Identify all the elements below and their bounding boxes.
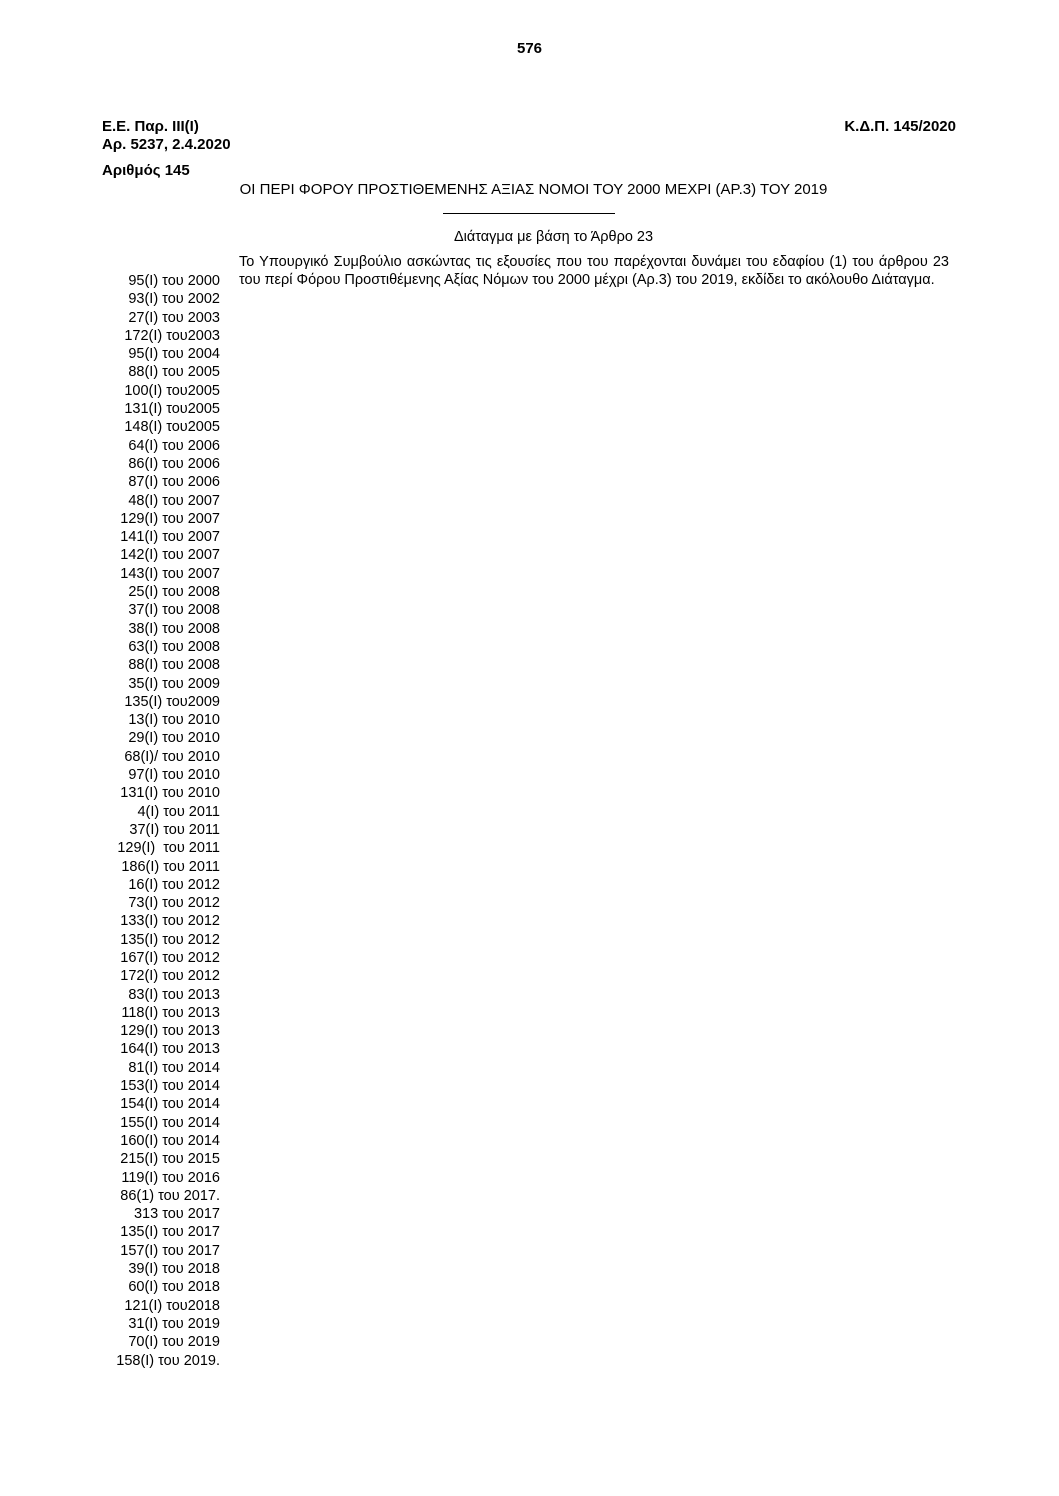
title-divider [443,213,615,214]
law-references-margin [60,272,220,1370]
law-reference: 172(Ι) του 2012 [120,968,220,985]
law-reference: 164(Ι) του 2013 [120,1041,220,1058]
decree-preamble: Το Υπουργικό Συμβούλιο ασκώντας τις εξουσίες που του παρέχονται δυνάμει του εδαφίου (1) του άρθρου 23 του περί Φόρου Προστιθέμενης Αξίας Νόμων του 2000 μέχρι (Αρ.3) του 2019, εκδίδει το ακόλουθο Διάταγμα. [239,254,949,289]
law-reference: 38(Ι) του 2008 [128,620,220,637]
law-reference: 70(Ι) του 2019 [128,1334,220,1351]
law-reference: 88(Ι) του 2008 [128,657,220,674]
law-reference: 118(Ι) του 2013 [121,1004,220,1021]
law-title: ΟΙ ΠΕΡΙ ΦΟΡΟΥ ΠΡΟΣΤΙΘΕΜΕΝΗΣ ΑΞΙΑΣ ΝΟΜΟΙ ΤΟΥ 2000 ΜΕΧΡΙ (ΑΡ.3) ΤΟΥ 2019 [239,181,828,198]
law-reference: 133(Ι) του 2012 [120,913,220,930]
law-reference: 88(Ι) του 2005 [128,364,220,381]
law-reference: 143(Ι) του 2007 [120,565,220,582]
law-reference: 83(Ι) του 2013 [128,986,220,1003]
law-reference: 313 του 2017 [133,1206,220,1223]
gazette-issue: Αρ. 5237, 2.4.2020 [102,136,231,153]
law-reference: 157(Ι) του 2017 [120,1242,220,1259]
law-reference: 131(Ι) του 2010 [120,785,220,802]
law-reference: 119(Ι) του 2016 [121,1169,220,1186]
law-reference: 95(Ι) του 2004 [128,346,220,363]
law-reference: 142(Ι) του 2007 [120,547,220,564]
law-reference: 86(1) του 2017. [120,1187,220,1204]
law-reference: 16(Ι) του 2012 [128,876,220,893]
law-reference: 167(Ι) του 2012 [120,949,220,966]
law-reference: 135(Ι) του 2012 [120,931,220,948]
law-reference: 215(Ι) του 2015 [120,1151,220,1168]
law-reference: 129(Ι) του 2013 [120,1023,220,1040]
law-reference: 37(Ι) του 2008 [128,602,220,619]
law-reference: 129(Ι) του 2007 [120,510,220,527]
law-reference: 186(Ι) του 2011 [121,858,220,875]
law-reference: 129(Ι) του 2011 [117,840,220,857]
law-reference: 39(Ι) του 2018 [128,1261,220,1278]
law-reference: 4(Ι) του 2011 [137,803,220,820]
law-reference: 95(Ι) του 2000 [128,273,220,289]
law-reference: 121(Ι) του2018 [124,1297,220,1314]
page-number: 576 [516,40,543,57]
law-reference: 35(Ι) του 2009 [128,675,220,692]
law-reference: 100(Ι) του2005 [124,382,220,399]
gazette-part: Ε.Ε. Παρ. ΙΙΙ(Ι) [102,118,199,135]
law-reference: 27(Ι) του 2003 [128,309,220,326]
law-reference: 37(Ι) του 2011 [129,821,220,838]
law-reference: 141(Ι) του 2007 [120,529,220,546]
law-reference: 86(Ι) του 2006 [128,455,220,472]
law-reference: 135(Ι) του2009 [124,693,220,710]
law-reference: 29(Ι) του 2010 [128,730,220,747]
law-reference: 25(Ι) του 2008 [128,584,220,601]
law-reference: 68(Ι)/ του 2010 [124,748,220,765]
law-reference: 31(Ι) του 2019 [128,1315,220,1332]
law-reference: 153(Ι) του 2014 [120,1078,220,1095]
law-reference: 97(Ι) του 2010 [128,767,220,784]
law-reference: 13(Ι) του 2010 [128,712,220,729]
law-reference: 64(Ι) του 2006 [128,437,220,454]
gazette-reference [102,118,231,154]
law-reference: 87(Ι) του 2006 [128,474,220,491]
law-reference: 81(Ι) του 2014 [128,1059,220,1076]
law-reference: 48(Ι) του 2007 [128,492,220,509]
law-reference: 172(Ι) του2003 [124,327,220,344]
decree-number: Αριθμός 145 [102,162,190,179]
law-reference: 158(Ι) του 2019. [116,1352,220,1369]
law-reference: 135(Ι) του 2017 [120,1224,220,1241]
law-reference: 63(Ι) του 2008 [128,638,220,655]
kdp-reference: Κ.Δ.Π. 145/2020 [844,118,956,135]
law-reference: 93(Ι) του 2002 [128,291,220,308]
decree-heading: Διάταγμα με βάση το Άρθρο 23 [453,229,654,245]
law-reference: 131(Ι) του2005 [124,401,220,418]
law-reference: 160(Ι) του 2014 [120,1132,220,1149]
law-reference: 155(Ι) του 2014 [120,1114,220,1131]
law-reference: 154(Ι) του 2014 [120,1096,220,1113]
law-reference: 73(Ι) του 2012 [128,895,220,912]
law-reference: 148(Ι) του2005 [124,419,220,436]
law-reference: 60(Ι) του 2018 [128,1279,220,1296]
